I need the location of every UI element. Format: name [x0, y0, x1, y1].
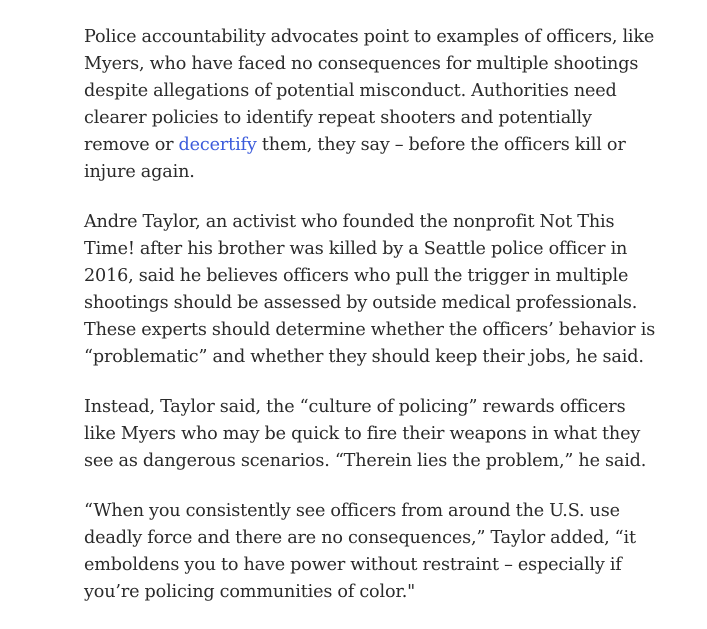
paragraph-1-text-after: them, they say – before the officers kill or injure again.: [84, 135, 626, 182]
paragraph-2: Andre Taylor, an activist who founded the nonprofit Not This Time! after his brother was killed by a Seattle police officer in 2016, said he believes officers who pull the trigger in multiple shootings should be assessed by outside medical professionals. These experts should determine whether the officers’ behavior is “problematic” and whether they should keep their jobs, he said.: [84, 212, 656, 367]
paragraph-3: Instead, Taylor said, the “culture of policing” rewards officers like Myers who may be quick to fire their weapons in what they see as dangerous scenarios. “Therein lies the problem,” he said.: [84, 397, 647, 471]
paragraph-4: “When you consistently see officers from around the U.S. use deadly force and there are no consequences,” Taylor added, “it emboldens you to have power without restraint – especially if you’re policing communities of color.": [84, 501, 636, 602]
paragraph-1: [84, 24, 656, 186]
paragraph-1-text-before: Police accountability advocates point to examples of officers, like Myers, who have faced no consequences for multiple shootings despite allegations of potential misconduct. Authorities need clearer policies to identify repeat shooters and potentially remove or: [84, 27, 655, 155]
decertify-link[interactable]: decertify: [178, 135, 257, 155]
article-body: [84, 24, 656, 629]
